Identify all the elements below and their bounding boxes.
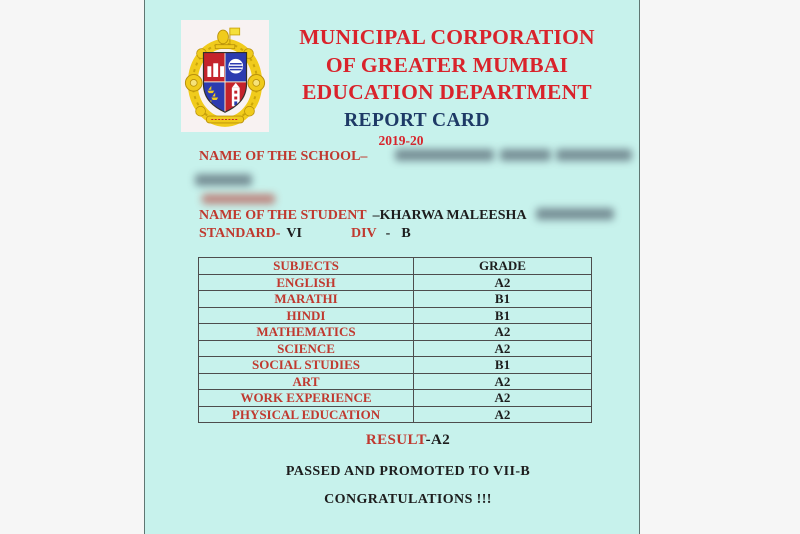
result-value: -A2 bbox=[425, 432, 451, 448]
grade-cell: A2 bbox=[414, 390, 592, 407]
division-value: B bbox=[401, 226, 411, 241]
table-row bbox=[199, 274, 592, 291]
header bbox=[257, 24, 637, 149]
school-name-line bbox=[199, 149, 632, 165]
student-label: NAME OF THE STUDENT bbox=[199, 208, 367, 223]
standard-division-line bbox=[199, 226, 411, 242]
subject-cell: SOCIAL STUDIES bbox=[199, 357, 414, 374]
division-label: DIV bbox=[350, 226, 377, 241]
org-name-line-2: OF GREATER MUMBAI bbox=[325, 52, 569, 77]
subject-cell: WORK EXPERIENCE bbox=[199, 390, 414, 407]
table-row bbox=[199, 291, 592, 308]
redacted-school-name-part-2 bbox=[500, 149, 551, 161]
redacted-school-name-part-1 bbox=[395, 149, 494, 161]
subject-cell: PHYSICAL EDUCATION bbox=[199, 406, 414, 423]
standard-label: STANDARD- bbox=[199, 226, 281, 241]
grade-cell: A2 bbox=[414, 274, 592, 291]
subject-cell: MARATHI bbox=[199, 291, 414, 308]
redacted-student-surname bbox=[536, 208, 614, 220]
grade-cell: A2 bbox=[414, 373, 592, 390]
subject-cell: MATHEMATICS bbox=[199, 324, 414, 341]
org-name-line-1: MUNICIPAL CORPORATION bbox=[299, 25, 595, 49]
student-name: –KHARWA MALEESHA bbox=[372, 208, 527, 223]
subject-cell: HINDI bbox=[199, 307, 414, 324]
subjects-column-header: SUBJECTS bbox=[199, 258, 414, 275]
redacted-school-code bbox=[202, 194, 275, 204]
table-row bbox=[199, 406, 592, 423]
org-name-line-3: EDUCATION DEPARTMENT bbox=[302, 80, 592, 105]
division-separator: - bbox=[385, 226, 391, 241]
grade-cell: B1 bbox=[414, 357, 592, 374]
report-card-document bbox=[144, 0, 640, 534]
table-row bbox=[199, 324, 592, 341]
table-row bbox=[199, 373, 592, 390]
student-name-line bbox=[199, 208, 614, 224]
redacted-school-name-part-3 bbox=[556, 149, 632, 161]
table-row bbox=[199, 357, 592, 374]
grades-table bbox=[198, 257, 592, 423]
redacted-school-name-continuation bbox=[195, 174, 252, 186]
page-title: REPORT CARD bbox=[344, 109, 490, 131]
grade-cell: B1 bbox=[414, 291, 592, 308]
standard-value: VI bbox=[286, 226, 302, 241]
subject-cell: ART bbox=[199, 373, 414, 390]
table-header-row bbox=[199, 258, 592, 275]
academic-year: 2019-20 bbox=[378, 132, 424, 148]
result-line bbox=[177, 432, 639, 449]
result-label: RESULT bbox=[365, 432, 426, 448]
table-row bbox=[199, 307, 592, 324]
table-row bbox=[199, 340, 592, 357]
grade-column-header: GRADE bbox=[414, 258, 592, 275]
promotion-line: PASSED AND PROMOTED TO VII-B bbox=[285, 464, 531, 479]
grade-cell: A2 bbox=[414, 324, 592, 341]
grade-cell: B1 bbox=[414, 307, 592, 324]
grade-cell: A2 bbox=[414, 406, 592, 423]
subject-cell: ENGLISH bbox=[199, 274, 414, 291]
school-label: NAME OF THE SCHOOL– bbox=[199, 149, 368, 164]
congratulations-line: CONGRATULATIONS !!! bbox=[324, 492, 492, 507]
grade-cell: A2 bbox=[414, 340, 592, 357]
subject-cell: SCIENCE bbox=[199, 340, 414, 357]
table-row bbox=[199, 390, 592, 407]
